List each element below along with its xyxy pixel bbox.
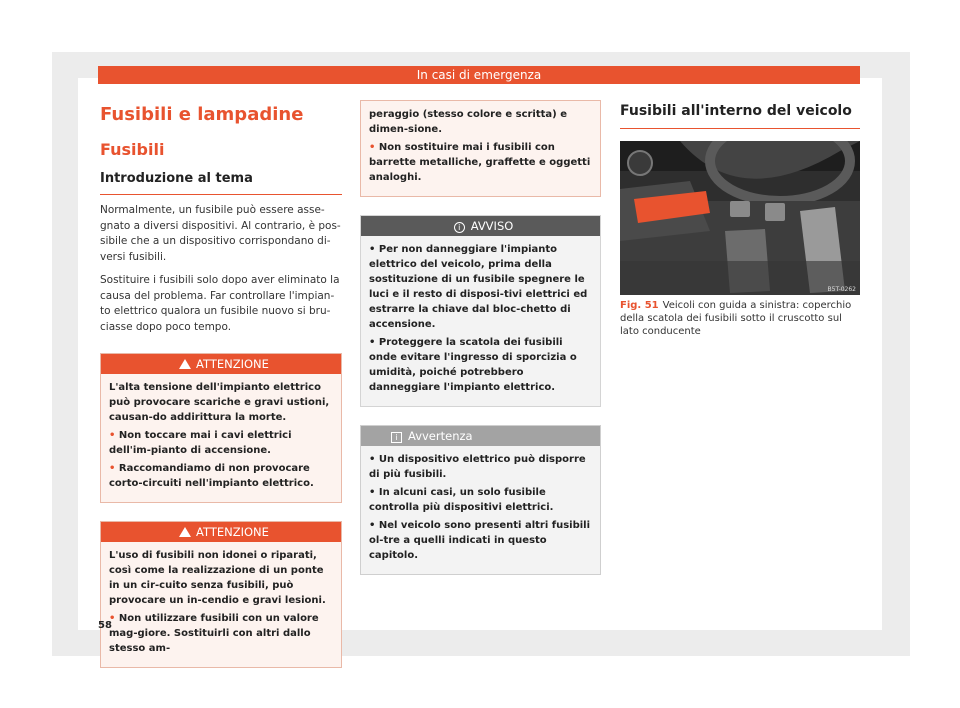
note-icon: i	[391, 432, 402, 443]
intro-paragraph: Normalmente, un fusibile può essere asse-gnato a diversi dispositivi. Al contrario, è pos-sibile che a un dispositivo corrispondano di-versi fusibili.	[100, 204, 341, 263]
note-label: Avvertenza	[408, 429, 473, 443]
notice-label: AVVISO	[470, 219, 514, 233]
figure-car-interior	[620, 141, 860, 295]
warning-bullet: • Non toccare mai i cavi elettrici dell'im-pianto di accensione.	[109, 428, 333, 458]
warning-text: peraggio (stesso colore e scritta) e dimen-sione.	[369, 109, 567, 135]
note-header	[361, 426, 600, 446]
section-title: Introduzione al tema	[100, 170, 342, 195]
warning-text: L'uso di fusibili non idonei o riparati, così come la realizzazione di un ponte in un cir-cuito senza fusibili, può provocare un in-cendio e gravi lesioni.	[109, 550, 326, 606]
subchapter-title: Fusibili	[100, 140, 165, 159]
notice-box	[360, 215, 601, 407]
warning-box	[100, 353, 342, 503]
column-left	[100, 100, 342, 668]
info-circle-icon: i	[454, 222, 465, 233]
notice-bullet: • Proteggere la scatola dei fusibili onde evitare l'ingresso di sporcizia o umidità, poiché potrebbero danneggiare l'impianto elettrico.	[369, 335, 592, 395]
figure-caption	[620, 299, 860, 338]
warning-body	[101, 542, 341, 667]
notice-header	[361, 216, 600, 236]
warning-body	[101, 374, 341, 502]
warning-label: ATTENZIONE	[196, 357, 269, 371]
note-bullet: • In alcuni casi, un solo fusibile controlla più dispositivi elettrici.	[369, 485, 592, 515]
figure-code: B5T-0262	[827, 286, 856, 293]
section-title: Fusibili all'interno del veicolo	[620, 102, 860, 129]
figure-label: Fig. 51	[620, 300, 659, 311]
warning-label: ATTENZIONE	[196, 525, 269, 539]
column-middle	[360, 100, 601, 575]
warning-header	[101, 522, 341, 542]
note-bullet: • Nel veicolo sono presenti altri fusibili ol-tre a quelli indicati in questo capitolo.	[369, 518, 592, 563]
car-footwell-illustration	[620, 141, 860, 295]
warning-bullet: • Raccomandiamo di non provocare corto-circuiti nell'impianto elettrico.	[109, 461, 333, 491]
section-header: In casi di emergenza	[98, 66, 860, 84]
intro-paragraph: Sostituire i fusibili solo dopo aver eliminato la causa del problema. Far controllare l'impian-to elettrico qualora un fusibile nuovo si bru-ciasse dopo poco tempo.	[100, 274, 340, 333]
note-body	[361, 446, 600, 574]
warning-bullet: • Non utilizzare fusibili con un valore mag-giore. Sostituirli con altri dallo stesso am-	[109, 611, 333, 656]
note-bullet: • Un dispositivo elettrico può disporre di più fusibili.	[369, 452, 592, 482]
warning-triangle-icon	[179, 527, 191, 537]
warning-header	[101, 354, 341, 374]
column-right	[620, 100, 860, 338]
warning-text: L'alta tensione dell'impianto elettrico può provocare scariche e gravi ustioni, causan-do addirittura la morte.	[109, 382, 330, 423]
chapter-title: Fusibili e lampadine	[100, 104, 304, 125]
notice-bullet: • Per non danneggiare l'impianto elettrico del veicolo, prima della sostituzione di un fusibile spegnere le luci e il resto di disposi-tivi elettrici ed estrarre la chiave dal bloc-chetto di accensione.	[369, 242, 592, 332]
warning-continuation-box	[360, 100, 601, 197]
note-box	[360, 425, 601, 575]
warning-bullet: • Non sostituire mai i fusibili con barrette metalliche, graffette e oggetti analoghi.	[369, 140, 592, 185]
warning-box	[100, 521, 342, 668]
warning-body	[361, 101, 600, 196]
figure-caption-text: Veicoli con guida a sinistra: coperchio della scatola dei fusibili sotto il cruscotto sul lato conducente	[620, 300, 852, 337]
warning-triangle-icon	[179, 359, 191, 369]
notice-body	[361, 236, 600, 406]
page-number: 58	[98, 620, 112, 631]
